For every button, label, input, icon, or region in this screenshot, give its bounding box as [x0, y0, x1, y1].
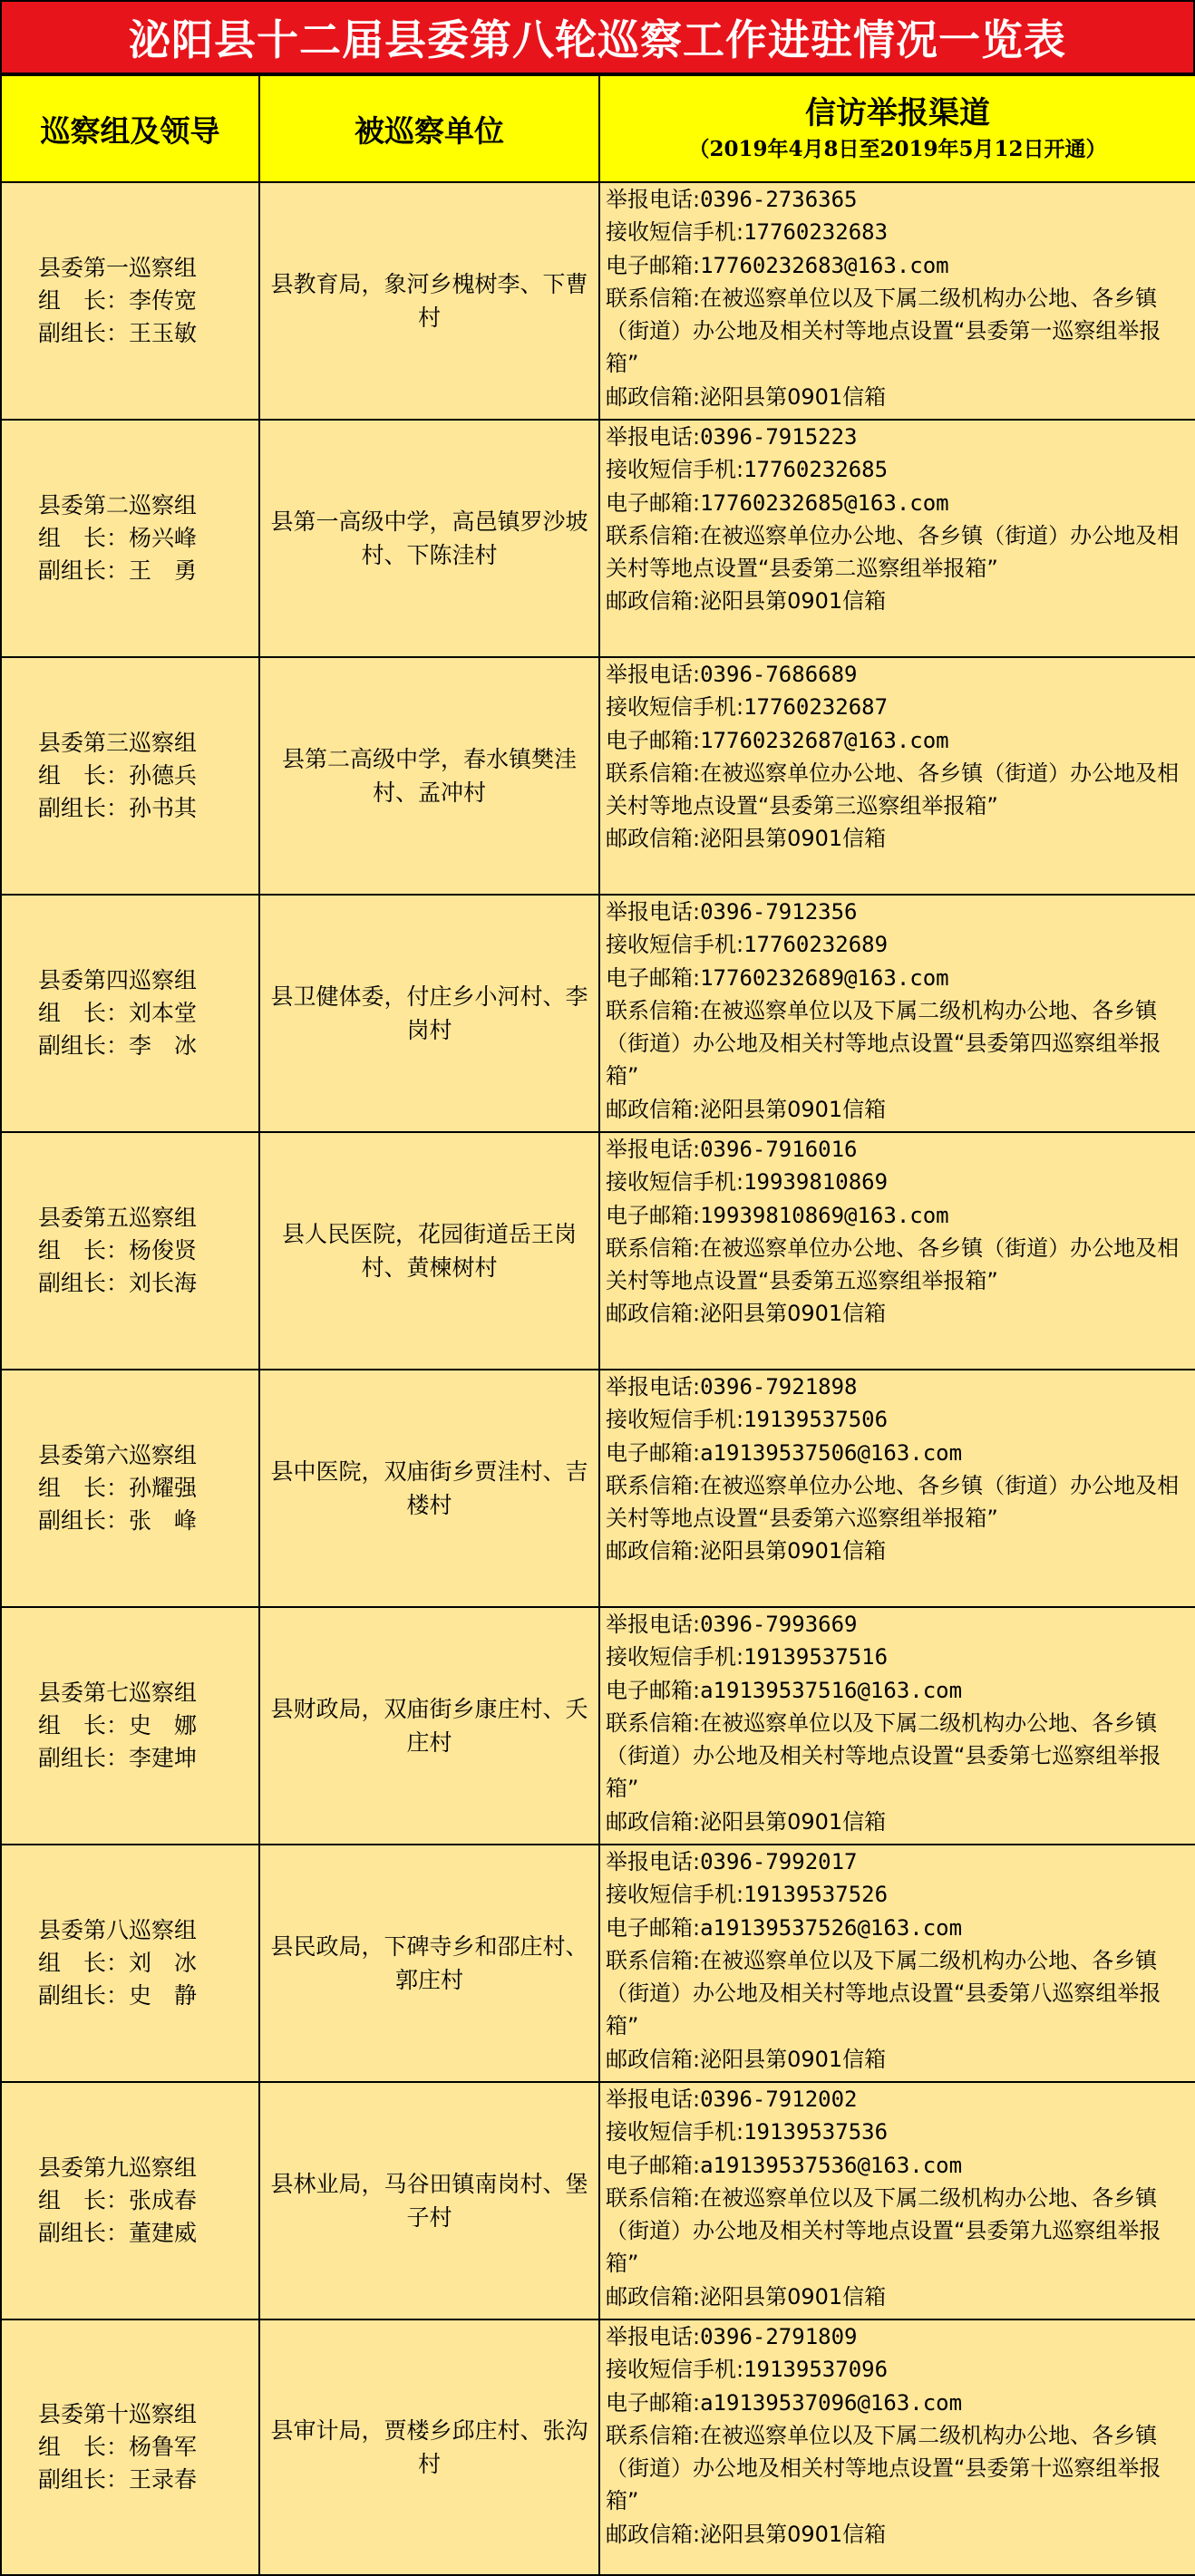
report-post: 泌阳县第0901信箱 [700, 826, 887, 852]
report-phone: 0396-7921898 [700, 1374, 858, 1399]
report-channels [599, 895, 1195, 1132]
report-phone-label: 举报电话: [606, 187, 701, 212]
report-post-label: 邮政信箱: [606, 2046, 701, 2072]
report-phone: 0396-7912356 [700, 899, 858, 925]
group-deputy: 副组长：史 静 [38, 1982, 198, 2009]
report-email-label: 电子邮箱: [606, 489, 701, 516]
report-email: a19139537506@163.com [700, 1439, 963, 1466]
report-mailbox: 在被巡察单位以及下属二级机构办公地、各乡镇（街道）办公地及相关村等地点设置“县委第七巡察组举报箱” [606, 1709, 1161, 1802]
report-email-line [606, 2149, 1190, 2182]
report-email-line [606, 962, 1190, 994]
report-phone-label: 举报电话: [606, 662, 701, 687]
report-phone-line [606, 183, 1190, 216]
inspected-unit: 县中医院，双庙街乡贾洼村、吉楼村 [259, 1370, 599, 1607]
report-email-label: 电子邮箱: [606, 964, 701, 991]
report-email-line [606, 724, 1190, 757]
report-phone-line [606, 1608, 1190, 1641]
table-header-row [1, 75, 1195, 182]
group-name: 县委第二巡察组 [38, 492, 198, 518]
report-phone: 0396-7992017 [700, 1849, 858, 1874]
group-cell [1, 2082, 259, 2319]
report-channels [599, 2319, 1195, 2575]
report-sms-label: 接收短信手机: [606, 932, 744, 958]
report-channels [599, 1607, 1195, 1845]
group-cell [1, 2319, 259, 2575]
report-email: 17760232683@163.com [700, 252, 949, 278]
header-group: 巡察组及领导 [1, 75, 259, 182]
inspected-unit: 县第一高级中学，高邑镇罗沙坡村、下陈洼村 [259, 420, 599, 657]
inspected-unit: 县财政局，双庙街乡康庄村、夭庄村 [259, 1607, 599, 1845]
report-sms-line [606, 1641, 1190, 1673]
report-mailbox: 在被巡察单位以及下属二级机构办公地、各乡镇（街道）办公地及相关村等地点设置“县委第九巡察组举报箱” [606, 2184, 1161, 2277]
report-post-label: 邮政信箱: [606, 1096, 701, 1122]
report-post-line [606, 2043, 1190, 2076]
report-mailbox: 在被巡察单位以及下属二级机构办公地、各乡镇（街道）办公地及相关村等地点设置“县委第四巡察组举报箱” [606, 997, 1161, 1089]
report-sms-label: 接收短信手机: [606, 1882, 744, 1908]
group-name: 县委第四巡察组 [38, 967, 198, 993]
group-name: 县委第三巡察组 [38, 730, 198, 756]
table-body [1, 182, 1195, 2575]
group-leader: 组 长：杨兴峰 [38, 525, 198, 551]
report-sms-label: 接收短信手机: [606, 1169, 744, 1196]
report-phone-label: 举报电话: [606, 2087, 701, 2112]
group-deputy: 副组长：孙书其 [38, 795, 198, 821]
report-mailbox-label: 联系信箱: [606, 997, 701, 1023]
table-row [1, 1132, 1195, 1370]
report-post: 泌阳县第0901信箱 [700, 2283, 887, 2310]
report-email-label: 电子邮箱: [606, 1439, 701, 1466]
report-phone: 0396-2736365 [700, 187, 858, 212]
report-email: 19939810869@163.com [700, 1202, 949, 1228]
page-title: 泌阳县十二届县委第八轮巡察工作进驻情况一览表 [0, 0, 1195, 74]
report-channels [599, 1845, 1195, 2082]
report-sms: 17760232687 [743, 694, 889, 721]
report-mailbox-line [606, 2419, 1190, 2518]
report-mailbox-label: 联系信箱: [606, 285, 701, 311]
report-channels [599, 1132, 1195, 1370]
report-post-line [606, 1093, 1190, 1126]
group-leader: 组 长：孙德兵 [38, 762, 198, 789]
report-phone-label: 举报电话: [606, 2324, 701, 2349]
table-row [1, 1370, 1195, 1607]
report-sms-line [606, 691, 1190, 723]
report-mailbox-line [606, 757, 1190, 823]
group-leader: 组 长：杨俊贤 [38, 1237, 198, 1264]
group-cell [1, 1607, 259, 1845]
report-post: 泌阳县第0901信箱 [700, 383, 887, 410]
report-email-line [606, 1199, 1190, 1232]
report-email: a19139537096@163.com [700, 2389, 963, 2416]
report-post-line [606, 822, 1190, 855]
report-post-line [606, 2281, 1190, 2313]
report-mailbox-label: 联系信箱: [606, 1235, 701, 1261]
report-email-line [606, 487, 1190, 519]
inspected-unit: 县卫健体委，付庄乡小河村、李岗村 [259, 895, 599, 1132]
report-mailbox-line [606, 282, 1190, 381]
report-sms: 19139537526 [743, 1882, 889, 1908]
inspected-unit: 县审计局，贾楼乡邱庄村、张沟村 [259, 2319, 599, 2575]
report-email-label: 电子邮箱: [606, 252, 701, 278]
report-channels [599, 2082, 1195, 2319]
report-post-line [606, 1535, 1190, 1567]
report-email: 17760232685@163.com [700, 489, 949, 516]
inspected-unit: 县民政局，下碑寺乡和邵庄村、郭庄村 [259, 1845, 599, 2082]
report-phone: 0396-7912002 [700, 2087, 858, 2112]
report-post: 泌阳县第0901信箱 [700, 2521, 887, 2547]
report-sms: 19139537506 [743, 1407, 889, 1433]
report-phone-label: 举报电话: [606, 424, 701, 450]
report-sms: 19139537096 [743, 2357, 889, 2383]
group-cell [1, 1370, 259, 1607]
report-mailbox: 在被巡察单位以及下属二级机构办公地、各乡镇（街道）办公地及相关村等地点设置“县委第一巡察组举报箱” [606, 285, 1161, 377]
group-cell [1, 895, 259, 1132]
group-cell [1, 1132, 259, 1370]
report-email-label: 电子邮箱: [606, 1677, 701, 1703]
report-post-line [606, 2518, 1190, 2551]
report-post-line [606, 381, 1190, 413]
report-phone-label: 举报电话: [606, 899, 701, 925]
group-leader: 组 长：刘本堂 [38, 1000, 198, 1026]
group-deputy: 副组长：李 冰 [38, 1032, 198, 1059]
report-channels [599, 657, 1195, 895]
table-row [1, 895, 1195, 1132]
report-phone-line [606, 1370, 1190, 1403]
report-phone-line [606, 421, 1190, 453]
report-sms-label: 接收短信手机: [606, 2357, 744, 2383]
group-deputy: 副组长：董建威 [38, 2220, 198, 2246]
report-post: 泌阳县第0901信箱 [700, 1808, 887, 1835]
report-email-label: 电子邮箱: [606, 1202, 701, 1228]
table-row [1, 1845, 1195, 2082]
report-phone-line [606, 896, 1190, 928]
group-deputy: 副组长：刘长海 [38, 1270, 198, 1296]
report-mailbox-line [606, 1469, 1190, 1535]
group-leader: 组 长：史 娜 [38, 1712, 198, 1738]
group-cell [1, 657, 259, 895]
report-phone-line [606, 658, 1190, 691]
group-cell [1, 182, 259, 420]
report-email-label: 电子邮箱: [606, 727, 701, 753]
report-sms-label: 接收短信手机: [606, 2119, 744, 2145]
report-mailbox-line [606, 1707, 1190, 1806]
table-row [1, 2082, 1195, 2319]
report-post: 泌阳县第0901信箱 [700, 2046, 887, 2072]
group-deputy: 副组长：王 勇 [38, 557, 198, 584]
inspected-unit: 县人民医院，花园街道岳王岗村、黄楝树村 [259, 1132, 599, 1370]
group-leader: 组 长：杨鲁军 [38, 2434, 198, 2460]
report-email: 17760232687@163.com [700, 727, 949, 753]
report-mailbox: 在被巡察单位以及下属二级机构办公地、各乡镇（街道）办公地及相关村等地点设置“县委第十巡察组举报箱” [606, 2422, 1161, 2514]
report-post-label: 邮政信箱: [606, 1538, 701, 1564]
report-post-line [606, 585, 1190, 617]
report-phone-label: 举报电话: [606, 1374, 701, 1399]
report-phone-line [606, 2083, 1190, 2116]
report-mailbox: 在被巡察单位办公地、各乡镇（街道）办公地及相关村等地点设置“县委第三巡察组举报箱” [606, 760, 1180, 819]
report-channels [599, 1370, 1195, 1607]
header-channel-title: 信访举报渠道 [805, 95, 990, 131]
report-mailbox-label: 联系信箱: [606, 2184, 701, 2211]
group-deputy: 副组长：王录春 [38, 2466, 198, 2493]
report-mailbox: 在被巡察单位以及下属二级机构办公地、各乡镇（街道）办公地及相关村等地点设置“县委第八巡察组举报箱” [606, 1947, 1161, 2039]
report-mailbox-line [606, 2182, 1190, 2281]
group-name: 县委第六巡察组 [38, 1442, 198, 1468]
report-mailbox: 在被巡察单位办公地、各乡镇（街道）办公地及相关村等地点设置“县委第六巡察组举报箱” [606, 1472, 1180, 1532]
report-post-label: 邮政信箱: [606, 1301, 701, 1327]
report-phone-label: 举报电话: [606, 1849, 701, 1874]
report-mailbox-label: 联系信箱: [606, 1472, 701, 1498]
group-leader: 组 长：李传宽 [38, 287, 198, 314]
report-sms-line [606, 2353, 1190, 2386]
report-email-line [606, 1437, 1190, 1469]
report-mailbox-label: 联系信箱: [606, 760, 701, 786]
table-row [1, 182, 1195, 420]
inspected-unit: 县林业局，马谷田镇南岗村、堡子村 [259, 2082, 599, 2319]
report-sms-line [606, 2116, 1190, 2148]
report-phone-line [606, 2320, 1190, 2353]
report-email-line [606, 1674, 1190, 1707]
report-sms-label: 接收短信手机: [606, 1644, 744, 1671]
report-post-label: 邮政信箱: [606, 588, 701, 615]
group-leader: 组 长：孙耀强 [38, 1475, 198, 1501]
group-name: 县委第九巡察组 [38, 2155, 198, 2181]
report-post-line [606, 1297, 1190, 1330]
report-channels [599, 182, 1195, 420]
group-cell [1, 1845, 259, 2082]
report-post-label: 邮政信箱: [606, 383, 701, 410]
report-mailbox-label: 联系信箱: [606, 1709, 701, 1736]
report-sms: 19939810869 [743, 1169, 889, 1196]
report-sms: 17760232689 [743, 932, 889, 958]
table-row [1, 2319, 1195, 2575]
group-name: 县委第七巡察组 [38, 1680, 198, 1706]
group-cell [1, 420, 259, 657]
report-email: 17760232689@163.com [700, 964, 949, 991]
report-sms-label: 接收短信手机: [606, 457, 744, 483]
report-phone-line [606, 1133, 1190, 1166]
report-email-line [606, 1912, 1190, 1944]
report-sms-line [606, 1878, 1190, 1911]
report-post: 泌阳县第0901信箱 [700, 1301, 887, 1327]
report-sms-label: 接收短信手机: [606, 219, 744, 246]
report-sms-line [606, 928, 1190, 961]
group-deputy: 副组长：张 峰 [38, 1507, 198, 1534]
header-unit: 被巡察单位 [259, 75, 599, 182]
report-sms: 17760232683 [743, 219, 889, 246]
report-sms-label: 接收短信手机: [606, 694, 744, 721]
report-phone: 0396-2791809 [700, 2324, 858, 2349]
report-mailbox: 在被巡察单位办公地、各乡镇（街道）办公地及相关村等地点设置“县委第二巡察组举报箱” [606, 522, 1180, 582]
report-sms-line [606, 216, 1190, 248]
report-email: a19139537516@163.com [700, 1677, 963, 1703]
report-sms-line [606, 1403, 1190, 1436]
report-email-label: 电子邮箱: [606, 2389, 701, 2416]
table-row [1, 657, 1195, 895]
report-email-line [606, 249, 1190, 282]
report-phone: 0396-7915223 [700, 424, 858, 450]
report-post: 泌阳县第0901信箱 [700, 1096, 887, 1122]
report-mailbox-label: 联系信箱: [606, 522, 701, 548]
report-mailbox-line [606, 519, 1190, 586]
report-mailbox-line [606, 994, 1190, 1093]
report-email-label: 电子邮箱: [606, 1914, 701, 1941]
group-leader: 组 长：刘 冰 [38, 1950, 198, 1976]
table-row [1, 1607, 1195, 1845]
report-post-label: 邮政信箱: [606, 2521, 701, 2547]
report-email-line [606, 2387, 1190, 2419]
report-email: a19139537526@163.com [700, 1914, 963, 1941]
report-post: 泌阳县第0901信箱 [700, 1538, 887, 1564]
group-name: 县委第一巡察组 [38, 255, 198, 281]
report-sms-line [606, 453, 1190, 486]
report-post-label: 邮政信箱: [606, 1808, 701, 1835]
report-phone-line [606, 1845, 1190, 1878]
group-deputy: 副组长：王玉敏 [38, 320, 198, 346]
inspected-unit: 县第二高级中学，春水镇樊洼村、孟冲村 [259, 657, 599, 895]
header-channel [599, 75, 1195, 182]
report-phone-label: 举报电话: [606, 1137, 701, 1162]
report-channels [599, 420, 1195, 657]
report-email-label: 电子邮箱: [606, 2152, 701, 2178]
header-channel-period: （2019年4月8日至2019年5月12日开通） [688, 137, 1107, 161]
group-name: 县委第十巡察组 [38, 2401, 198, 2427]
report-mailbox-line [606, 1232, 1190, 1298]
inspected-unit: 县教育局，象河乡槐树李、下曹村 [259, 182, 599, 420]
report-post-label: 邮政信箱: [606, 2283, 701, 2310]
report-sms: 19139537516 [743, 1644, 889, 1671]
report-sms: 19139537536 [743, 2119, 889, 2145]
report-phone-label: 举报电话: [606, 1612, 701, 1637]
report-phone: 0396-7686689 [700, 662, 858, 687]
report-post: 泌阳县第0901信箱 [700, 588, 887, 615]
report-post-line [606, 1806, 1190, 1838]
report-email: a19139537536@163.com [700, 2152, 963, 2178]
report-phone: 0396-7993669 [700, 1612, 858, 1637]
group-deputy: 副组长：李建坤 [38, 1745, 198, 1771]
report-sms: 17760232685 [743, 457, 889, 483]
report-post-label: 邮政信箱: [606, 826, 701, 852]
group-leader: 组 长：张成春 [38, 2187, 198, 2213]
group-name: 县委第五巡察组 [38, 1205, 198, 1231]
inspection-table [0, 74, 1195, 2576]
table-row [1, 420, 1195, 657]
report-mailbox-line [606, 1944, 1190, 2043]
report-sms-label: 接收短信手机: [606, 1407, 744, 1433]
report-mailbox-label: 联系信箱: [606, 2422, 701, 2448]
group-name: 县委第八巡察组 [38, 1917, 198, 1943]
report-mailbox: 在被巡察单位办公地、各乡镇（街道）办公地及相关村等地点设置“县委第五巡察组举报箱” [606, 1235, 1180, 1294]
report-mailbox-label: 联系信箱: [606, 1947, 701, 1973]
report-sms-line [606, 1166, 1190, 1198]
report-phone: 0396-7916016 [700, 1137, 858, 1162]
